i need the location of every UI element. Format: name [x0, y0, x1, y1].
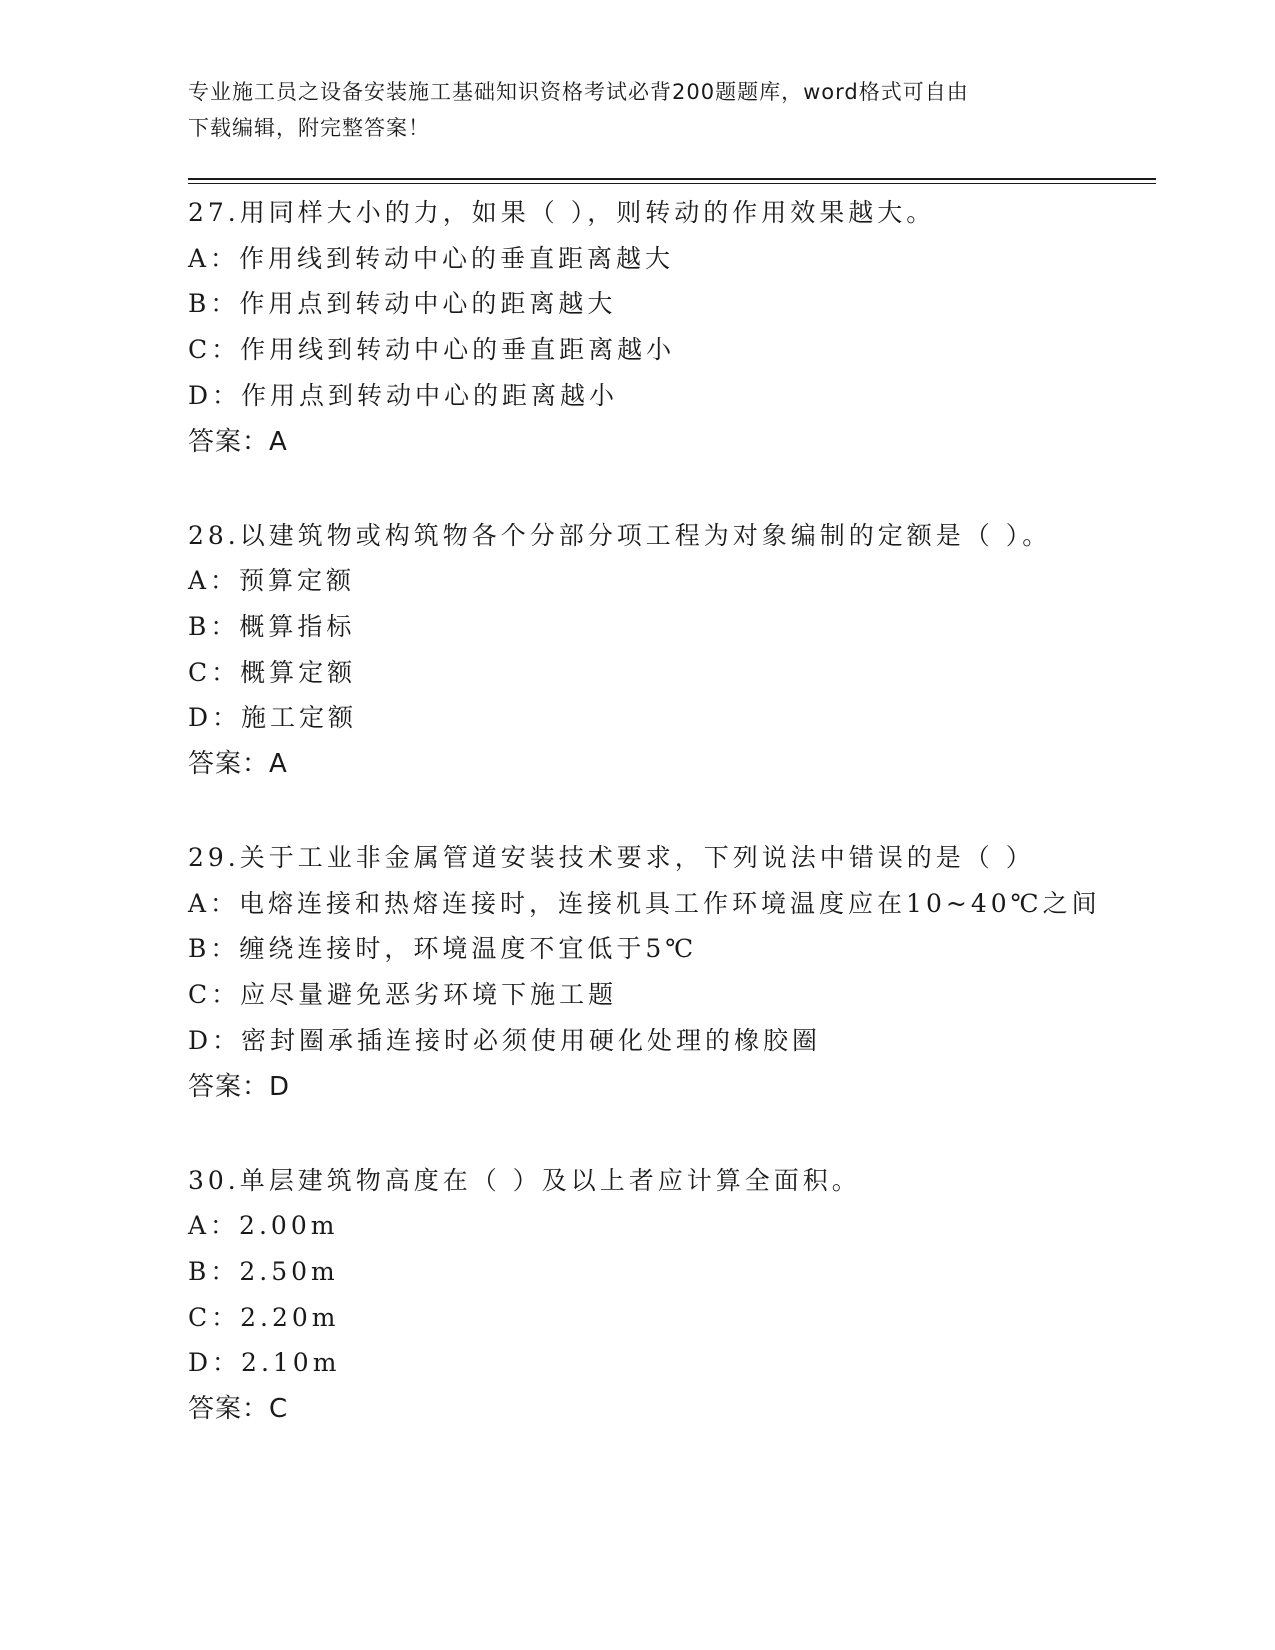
option-b: B：2.50m — [188, 1256, 339, 1286]
question-30 — [188, 1158, 1148, 1433]
answer-line: 答案：A — [188, 426, 288, 457]
question-stem: 29.关于工业非金属管道安装技术要求，下列说法中错误的是（ ） — [188, 843, 1035, 873]
option-d: D：密封圈承插连接时必须使用硬化处理的橡胶圈 — [188, 1025, 822, 1055]
question-stem: 30.单层建筑物高度在（ ）及以上者应计算全面积。 — [188, 1165, 861, 1195]
answer-line: 答案：D — [188, 1071, 291, 1102]
question-stem: 28.以建筑物或构筑物各个分部分项工程为对象编制的定额是（ ）。 — [188, 520, 1052, 550]
option-a: A：2.00m — [188, 1211, 339, 1241]
question-stem: 27.用同样大小的力，如果（ ），则转动的作用效果越大。 — [188, 198, 936, 227]
answer-line: 答案：A — [188, 749, 288, 780]
option-d: D：2.10m — [188, 1348, 341, 1378]
option-c: C：应尽量避免恶劣环境下施工题 — [188, 980, 618, 1010]
option-b: B：概算指标 — [188, 611, 356, 641]
question-29 — [188, 835, 1148, 1110]
option-b: B：作用点到转动中心的距离越大 — [188, 289, 617, 319]
option-d: D：施工定额 — [188, 703, 358, 733]
option-a: A：作用线到转动中心的垂直距离越大 — [188, 243, 675, 273]
option-c: C：作用线到转动中心的垂直距离越小 — [188, 335, 676, 365]
header-line-1: 专业施工员之设备安装施工基础知识资格考试必背200题题库，word格式可自由 — [188, 80, 969, 104]
option-b: B：缠绕连接时，环境温度不宜低于5℃ — [188, 934, 698, 964]
header-line-2: 下载编辑，附完整答案！ — [188, 116, 430, 140]
document-header — [188, 74, 1068, 146]
question-list — [188, 190, 1148, 1480]
header-divider-thick — [188, 178, 1156, 180]
question-28 — [188, 513, 1148, 788]
option-c: C：概算定额 — [188, 657, 357, 687]
option-c: C：2.20m — [188, 1302, 340, 1332]
option-a: A：电熔连接和热熔连接时，连接机具工作环境温度应在10~40℃之间 — [188, 888, 1101, 918]
header-divider-thin — [188, 183, 1156, 184]
question-27 — [188, 190, 1148, 465]
option-a: A：预算定额 — [188, 566, 356, 596]
option-d: D：作用点到转动中心的距离越小 — [188, 380, 619, 410]
answer-line: 答案：C — [188, 1394, 289, 1425]
